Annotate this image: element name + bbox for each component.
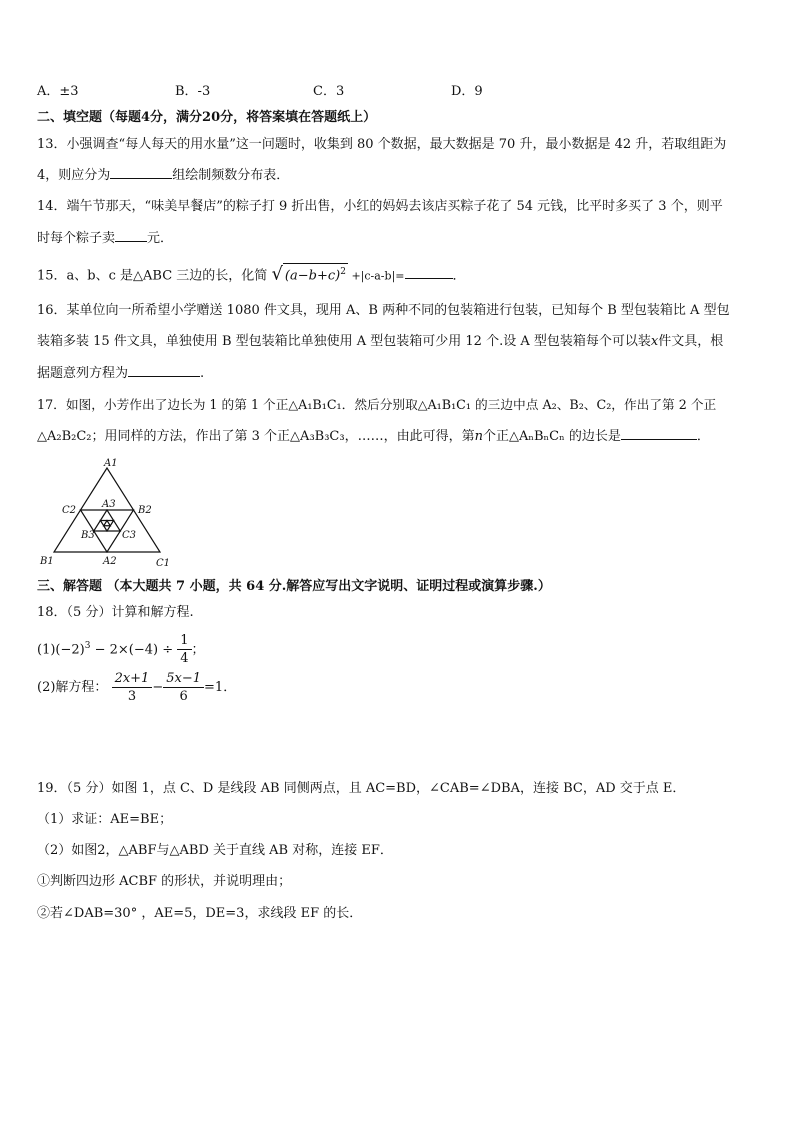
q19-line3: （2）如图2，△ABF与△ABD 关于直线 AB 对称，连接 EF．	[37, 843, 393, 858]
q15-text-post: +|c-a-b|=	[347, 269, 405, 283]
q15-line	[37, 263, 466, 285]
q19-line2: （1）求证：AE=BE；	[37, 812, 173, 827]
label-b2: B2	[138, 505, 152, 516]
q15-power: 2	[340, 267, 346, 277]
label-b1: B1	[40, 556, 54, 567]
q14-text-a: 时每个粽子卖	[37, 231, 116, 246]
q18-fraction-2: $\frac{5x-1}{6}$	[163, 670, 204, 705]
q17-line1: 17．如图，小芳作出了边长为 1 的第 1 个正△A₁B₁C₁．然后分别取△A₁B₁C₁ 的三边中点 A₂、B₂、C₂，作出了第 2 个正	[37, 397, 717, 412]
q15-text-pre: 15．a、b、c 是△ABC 三边的长，化简	[37, 268, 268, 284]
sqrt-icon: √	[271, 263, 283, 285]
q16-answer-blank[interactable]	[128, 364, 200, 377]
q18-part1-end: ；	[191, 642, 205, 658]
q19-line1: 19．（5 分）如图 1，点 C、D 是线段 AB 同侧两点，且 AC=BD，∠CAB=∠DBA，连接 BC，AD 交于点 E．	[37, 781, 686, 796]
q16-text-2-end: 件文具，根	[658, 334, 724, 349]
q18-fraction: $\frac{1}{4}$	[177, 632, 191, 667]
section-3-title: 三、解答题 （本大题共 7 小题，共 64 分.解答应写出文字说明、证明过程或演算步骤.）	[37, 579, 551, 594]
label-a1: A1	[104, 458, 118, 469]
q13-text-b: 组绘制频数分布表．	[172, 168, 290, 183]
nested-triangles-figure	[36, 456, 176, 572]
q17-answer-blank[interactable]	[621, 427, 697, 440]
q16-line1: 16．某单位向一所希望小学赠送 1080 件文具，现用 A、B 两种不同的包装箱进行包装，已知每个 B 型包装箱比 A 型包	[37, 303, 730, 318]
q16-text-3a: 据题意列方程为	[37, 366, 129, 381]
q18-part2	[37, 670, 236, 706]
q13-line1: 13．小强调查“每人每天的用水量”这一问题时，收集到 80 个数据，最大数据是 70 升，最小数据是 42 升，若取组距为	[37, 137, 727, 152]
label-c1: C1	[156, 558, 171, 569]
q14-answer-blank[interactable]	[115, 229, 147, 242]
q14-line1: 14．端午节那天，“味美早餐店”的粽子打 9 折出售，小红的妈妈去该店买粽子花了 54 元钱，比平时多买了 3 个，则平	[37, 199, 723, 214]
q13-text-a: 4，则应分为	[37, 168, 111, 183]
q17-text-b: 个正△AₙBₙCₙ 的边长是	[482, 429, 621, 444]
triangle-5	[104, 521, 111, 526]
q15-text-end: ．	[452, 268, 466, 284]
q18-part1-label: (1)	[37, 642, 56, 658]
label-b3: B3	[81, 530, 95, 541]
q14-text-b: 元．	[147, 231, 174, 246]
q18-title: 18．（5 分）计算和解方程.	[37, 605, 194, 620]
q17-var-n: n	[474, 429, 483, 444]
option-a: A．±3	[37, 84, 79, 99]
q16-var-x: x	[650, 334, 659, 349]
q18-part1-mid: − 2×(−4) ÷	[90, 642, 174, 658]
label-a3: A3	[102, 499, 116, 510]
section-2-title: 二、填空题（每题4分，满分20分，将答案填在答题纸上）	[37, 110, 377, 125]
option-d: D．9	[451, 84, 483, 99]
q18-part1	[37, 628, 205, 668]
q15-radicand: $(a-b+c)^2$	[283, 263, 348, 284]
q18-part1-exponent: 3	[84, 641, 91, 651]
q18-part1-base: (−2)	[55, 642, 85, 658]
q16-line3	[37, 364, 204, 383]
q16-text-2: 装箱多装 15 件文具，单独使用 B 型包装箱比单独使用 A 型包装箱可少用 12 个.设 A 型包装箱每个可以装	[37, 334, 651, 349]
q19-line5: ②若∠DAB=30° ，AE=5，DE=3，求线段 EF 的长．	[37, 906, 363, 921]
q18-part2-end: =1．	[204, 680, 237, 695]
q13-answer-blank[interactable]	[110, 166, 172, 179]
q19-line4: ①判断四边形 ACBF 的形状，并说明理由；	[37, 874, 292, 889]
label-c3: C3	[122, 530, 137, 541]
q18-part2-label: (2)解方程：	[37, 680, 108, 695]
option-b: B．-3	[175, 84, 211, 99]
q17-line2	[37, 427, 710, 446]
q17-text-end: ．	[696, 429, 710, 444]
q18-fraction-1: $\frac{2x+1}{3}$	[112, 670, 153, 705]
q16-line2	[37, 333, 723, 351]
q17-text-a: △A₂B₂C₂；用同样的方法，作出了第 3 个正△A₃B₃C₃，……，由此可得，第	[37, 429, 475, 444]
q18-minus: −	[152, 680, 164, 695]
q13-line2	[37, 166, 289, 185]
label-a2: A2	[103, 556, 117, 567]
q15-answer-blank[interactable]	[405, 266, 453, 279]
q16-text-3b: .	[200, 366, 205, 381]
q14-line2	[37, 229, 173, 248]
label-c2: C2	[62, 505, 77, 516]
option-c: C．3	[313, 84, 345, 99]
